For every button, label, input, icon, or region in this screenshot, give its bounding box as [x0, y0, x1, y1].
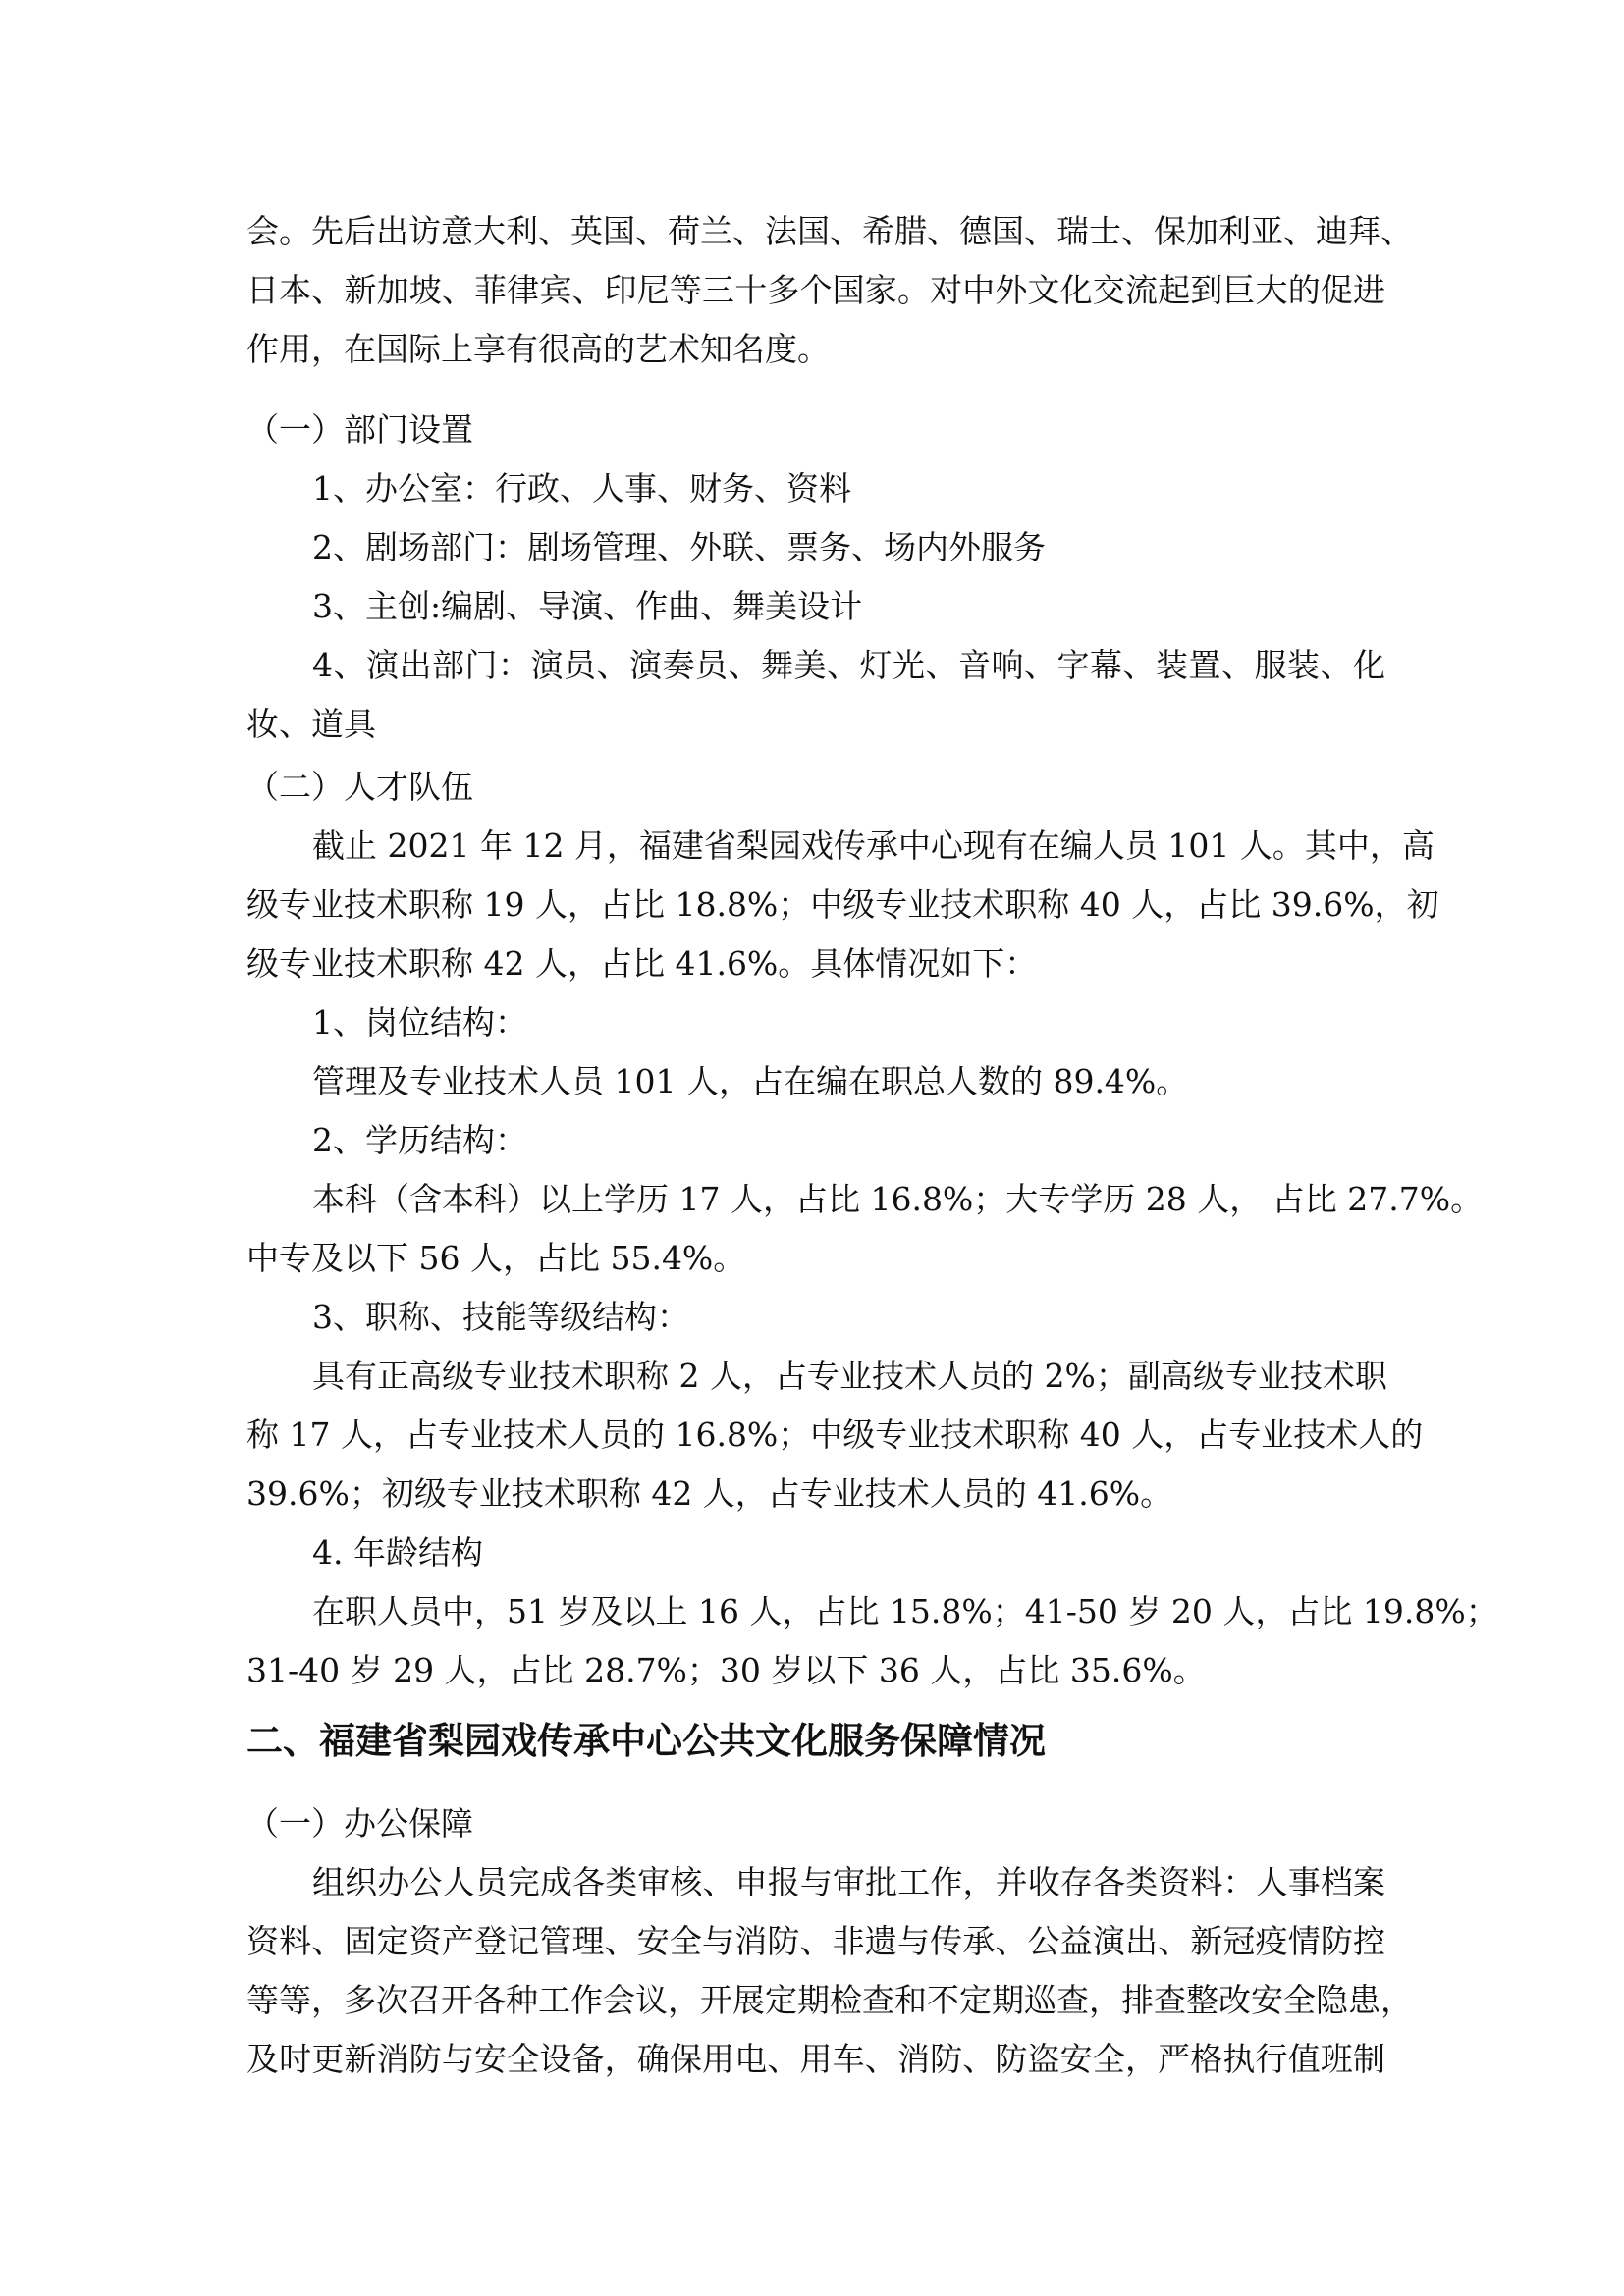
chapter2-para-line-2: 资料、固定资产登记管理、安全与消防、非遗与传承、公益演出、新冠疫情防控	[246, 1922, 1385, 1960]
section1-item-2: 2、剧场部门：剧场管理、外联、票务、场内外服务	[312, 528, 1046, 566]
sub3-text-line-2: 称 17 人，占专业技术人员的 16.8%；中级专业技术职称 40 人，占专业技术人的	[246, 1415, 1424, 1454]
sub2-text-line-1: 本科（含本科）以上学历 17 人，占比 16.8%；大专学历 28 人， 占比 27.7%。	[312, 1180, 1484, 1218]
chapter2-para-line-3: 等等，多次召开各种工作会议，开展定期检查和不定期巡查，排查整改安全隐患，	[246, 1981, 1413, 2019]
section1-item-1: 1、办公室：行政、人事、财务、资料	[312, 469, 851, 507]
sub4-title: 4. 年龄结构	[312, 1533, 483, 1572]
chapter2-para-line-1: 组织办公人员完成各类审核、申报与审批工作，并收存各类资料：人事档案	[312, 1863, 1385, 1901]
section1-item-3: 3、主创:编剧、导演、作曲、舞美设计	[312, 587, 863, 625]
sub2-text-line-2: 中专及以下 56 人，占比 55.4%。	[246, 1239, 746, 1277]
sub3-title: 3、职称、技能等级结构：	[312, 1298, 689, 1336]
section1-title: （一）部门设置	[246, 410, 473, 449]
intro-line-1: 会。先后出访意大利、英国、荷兰、法国、希腊、德国、瑞士、保加利亚、迪拜、	[246, 212, 1413, 250]
chapter2-subtitle: （一）办公保障	[246, 1804, 473, 1842]
sub3-text-line-1: 具有正高级专业技术职称 2 人，占专业技术人员的 2%；副高级专业技术职	[312, 1357, 1387, 1395]
section2-para1-line-1: 截止 2021 年 12 月，福建省梨园戏传承中心现有在编人员 101 人。其中，高	[312, 827, 1435, 865]
sub2-title: 2、学历结构：	[312, 1121, 527, 1159]
intro-line-3: 作用，在国际上享有很高的艺术知名度。	[246, 330, 830, 368]
sub1-text: 管理及专业技术人员 101 人，占在编在职总人数的 89.4%。	[312, 1062, 1189, 1100]
sub4-text-line-1: 在职人员中，51 岁及以上 16 人，占比 15.8%；41-50 岁 20 人，占比 19.8%；	[312, 1592, 1498, 1630]
section2-title: （二）人才队伍	[246, 768, 473, 806]
sub1-title: 1、岗位结构：	[312, 1003, 527, 1041]
section1-item-4-cont: 妆、道具	[246, 705, 376, 743]
sub4-text-line-2: 31-40 岁 29 人，占比 28.7%；30 岁以下 36 人，占比 35.6%。	[246, 1651, 1206, 1689]
intro-line-2: 日本、新加坡、菲律宾、印尼等三十多个国家。对中外文化交流起到巨大的促进	[246, 271, 1385, 309]
chapter2-heading: 二、福建省梨园戏传承中心公共文化服务保障情况	[246, 1720, 1046, 1762]
section1-item-4: 4、演出部门：演员、演奏员、舞美、灯光、音响、字幕、装置、服装、化	[312, 646, 1385, 684]
sub3-text-line-3: 39.6%；初级专业技术职称 42 人，占专业技术人员的 41.6%。	[246, 1474, 1173, 1513]
chapter2-para-line-4: 及时更新消防与安全设备，确保用电、用车、消防、防盗安全，严格执行值班制	[246, 2040, 1385, 2078]
section2-para1-line-3: 级专业技术职称 42 人，占比 41.6%。具体情况如下：	[246, 944, 1038, 983]
section2-para1-line-2: 级专业技术职称 19 人，占比 18.8%；中级专业技术职称 40 人，占比 39.6%，初	[246, 885, 1439, 924]
